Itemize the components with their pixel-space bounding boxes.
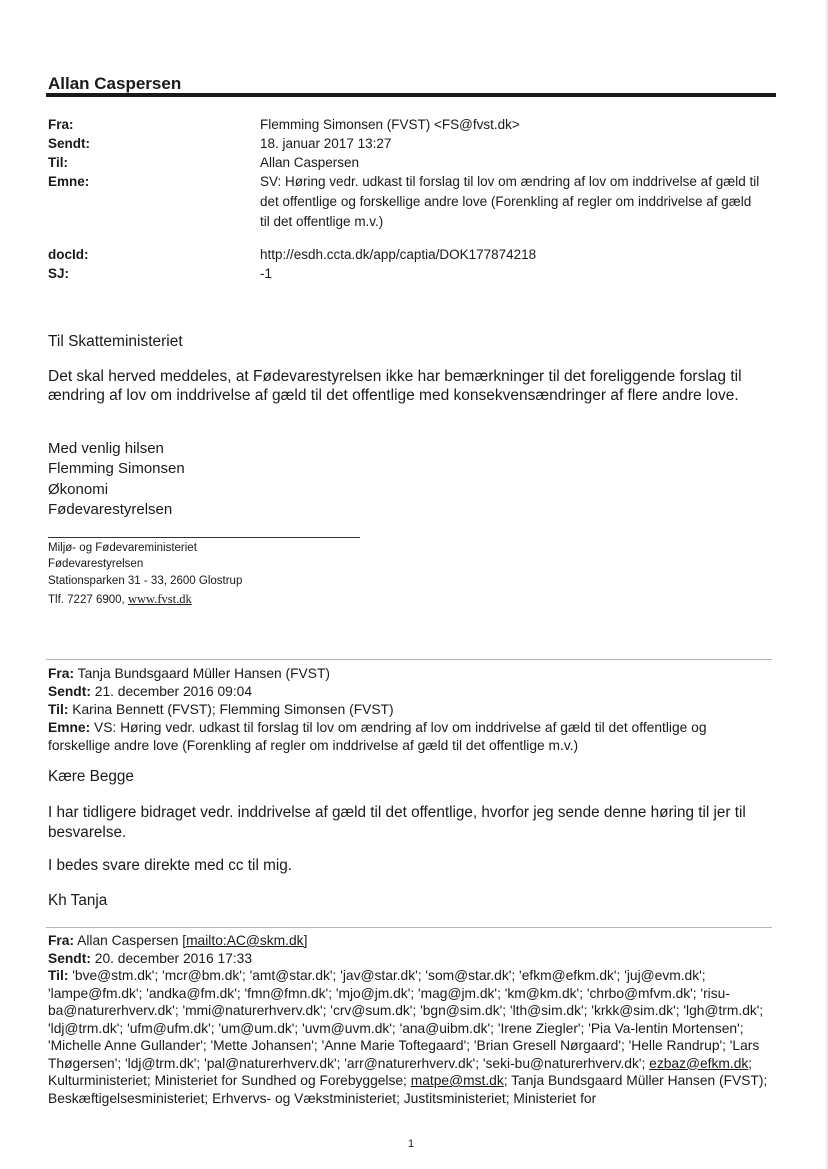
- page-number: 1: [408, 1138, 415, 1150]
- signer-department: Økonomi: [48, 481, 109, 498]
- docid-value: http://esdh.ccta.dk/app/captia/DOK177874218: [260, 247, 537, 262]
- fwd-to-value: Karina Bennett (FVST); Flemming Simonsen (FVST): [72, 702, 394, 717]
- to-value: Allan Caspersen: [260, 155, 360, 170]
- orig-from-value: Allan Caspersen: [77, 933, 179, 948]
- sent-value: 18. januar 2017 13:27: [260, 136, 392, 151]
- orig-to-recipients-2: ; Kulturministeriet; Ministeriet for Sundhed og Forebyggelse;: [48, 1055, 753, 1088]
- forwarded-header: [48, 665, 768, 755]
- from-label: Fra:: [48, 117, 74, 132]
- signoff: Med venlig hilsen: [48, 440, 164, 457]
- fwd-request: I bedes svare direkte med cc til mig.: [48, 857, 292, 874]
- greeting-ministry: Til Skatteministeriet: [48, 333, 183, 350]
- subject-label: Emne:: [48, 174, 90, 189]
- header-rule: [46, 93, 776, 97]
- signer-name: Flemming Simonsen: [48, 460, 185, 477]
- footer-phone: Tlf. 7227 6900,: [48, 594, 125, 606]
- fwd-from-label: Fra:: [48, 666, 75, 681]
- orig-sent-line: [48, 950, 768, 968]
- fwd-sent-label: Sendt:: [48, 684, 91, 699]
- fwd-subject-line: [48, 719, 768, 755]
- to-label: Til:: [48, 155, 68, 170]
- orig-to-label: Til:: [48, 968, 69, 983]
- sj-value: -1: [260, 266, 273, 281]
- fwd-to-line: [48, 701, 768, 719]
- recipient-link-efkm[interactable]: ezbaz@efkm.dk: [649, 1055, 749, 1071]
- orig-to-line: [48, 967, 768, 1107]
- recipient-link-mst[interactable]: matpe@mst.dk: [410, 1073, 504, 1088]
- fwd-body: I har tidligere bidraget vedr. inddrivelse af gæld til det offentlige, hvorfor jeg sende denne høring til jer til besvarelse.: [48, 804, 746, 841]
- signature-rule: [48, 537, 360, 538]
- orig-from-line: [48, 932, 768, 950]
- fwd-to-label: Til:: [48, 702, 69, 717]
- message-separator: [46, 659, 772, 660]
- orig-to-recipients: 'bve@stm.dk'; 'mcr@bm.dk'; 'amt@star.dk'; 'jav@star.dk'; 'som@star.dk'; 'efkm@efkm.dk'; 'juj@evm.dk'; 'lampe@fm.dk'; 'andka@fm.dk'; 'fmn@fmn.dk'; 'mjo@jm.dk'; 'mag@jm.dk'; 'km@km.dk'; 'chrbo@mfvm.dk'; 'risu-ba@naturerhverv.dk'; 'mmi@naturerhverv.dk'; 'crv@sum.dk'; 'bgn@sim.dk'; 'lth@sim.dk'; 'krkk@sim.dk'; 'lgh@trm.dk'; 'ldj@trm.dk'; 'ufm@ufm.dk'; 'um@um.dk'; 'uvm@uvm.dk'; 'ana@uibm.dk'; 'Irene Ziegler'; 'Pia Va-lentin Mortensen'; 'Michelle Anne Gullander'; 'Mette Johansen'; 'Anne Marie Toftegaard'; 'Brian Gresell Nørgaard'; 'Helle Randrup'; 'Lars Thøgersen'; 'ldj@trm.dk'; 'pal@naturerhverv.dk'; 'arr@naturerhverv.dk'; 'seki-bu@naturerhverv.dk';: [48, 968, 764, 1071]
- fwd-subject-label: Emne:: [48, 720, 91, 735]
- subject-value: SV: Høring vedr. udkast til forslag til lov om ændring af lov om inddrivelse af gæld til det offentlige og forskellige andre love (Forenkling af regler om inddrivelse af gæld til det offentlige m.v.): [260, 174, 760, 229]
- original-header: [48, 932, 768, 1107]
- orig-sent-value: 20. december 2016 17:33: [94, 950, 253, 966]
- fwd-from-line: [48, 665, 768, 683]
- orig-from-label: Fra:: [48, 933, 75, 948]
- message-body: Det skal herved meddeles, at Fødevarestyrelsen ikke har bemærkninger til det foreliggende forslag til ændring af lov om inddrivelse af gæld til det offentlige med konsekvensændringer af flere andre love.: [48, 368, 742, 404]
- from-value: Flemming Simonsen (FVST) <FS@fvst.dk>: [260, 117, 520, 132]
- orig-mailto-link[interactable]: [mailto:AC@skm.dk]: [182, 933, 308, 948]
- fwd-from-value: Tanja Bundsgaard Müller Hansen (FVST): [77, 666, 330, 681]
- sent-label: Sendt:: [48, 136, 90, 151]
- footer-contact: [48, 592, 192, 607]
- footer-website-link[interactable]: www.fvst.dk: [127, 592, 192, 606]
- fwd-subject-value: VS: Høring vedr. udkast til forslag til lov om ændring af lov om inddrivelse af gæld til det offentlige og forskellige andre love (Forenkling af regler om inddrivelse af gæld til det offentlige m.v.): [48, 720, 707, 753]
- signer-agency: Fødevarestyrelsen: [48, 501, 173, 518]
- fwd-greeting: Kære Begge: [48, 768, 134, 785]
- footer-agency: Fødevarestyrelsen: [48, 558, 144, 570]
- orig-sent-label: Sendt:: [48, 950, 91, 966]
- footer-ministry: Miljø- og Fødevareministeriet: [48, 542, 197, 554]
- footer-address: Stationsparken 31 - 33, 2600 Glostrup: [48, 575, 243, 587]
- fwd-sent-line: [48, 683, 768, 701]
- fwd-signoff: Kh Tanja: [48, 892, 108, 909]
- sj-label: SJ:: [48, 266, 70, 281]
- docid-label: docId:: [48, 247, 89, 262]
- mailbox-owner: Allan Caspersen: [48, 74, 182, 93]
- message-separator-2: [46, 927, 772, 928]
- fwd-sent-value: 21. december 2016 09:04: [94, 684, 253, 699]
- orig-to-recipients-3: ; Tanja Bundsgaard Müller Hansen (FVST); Beskæftigelsesministeriet; Erhvervs- og Vækstministeriet; Justitsministeriet; Ministeriet for: [48, 1073, 768, 1106]
